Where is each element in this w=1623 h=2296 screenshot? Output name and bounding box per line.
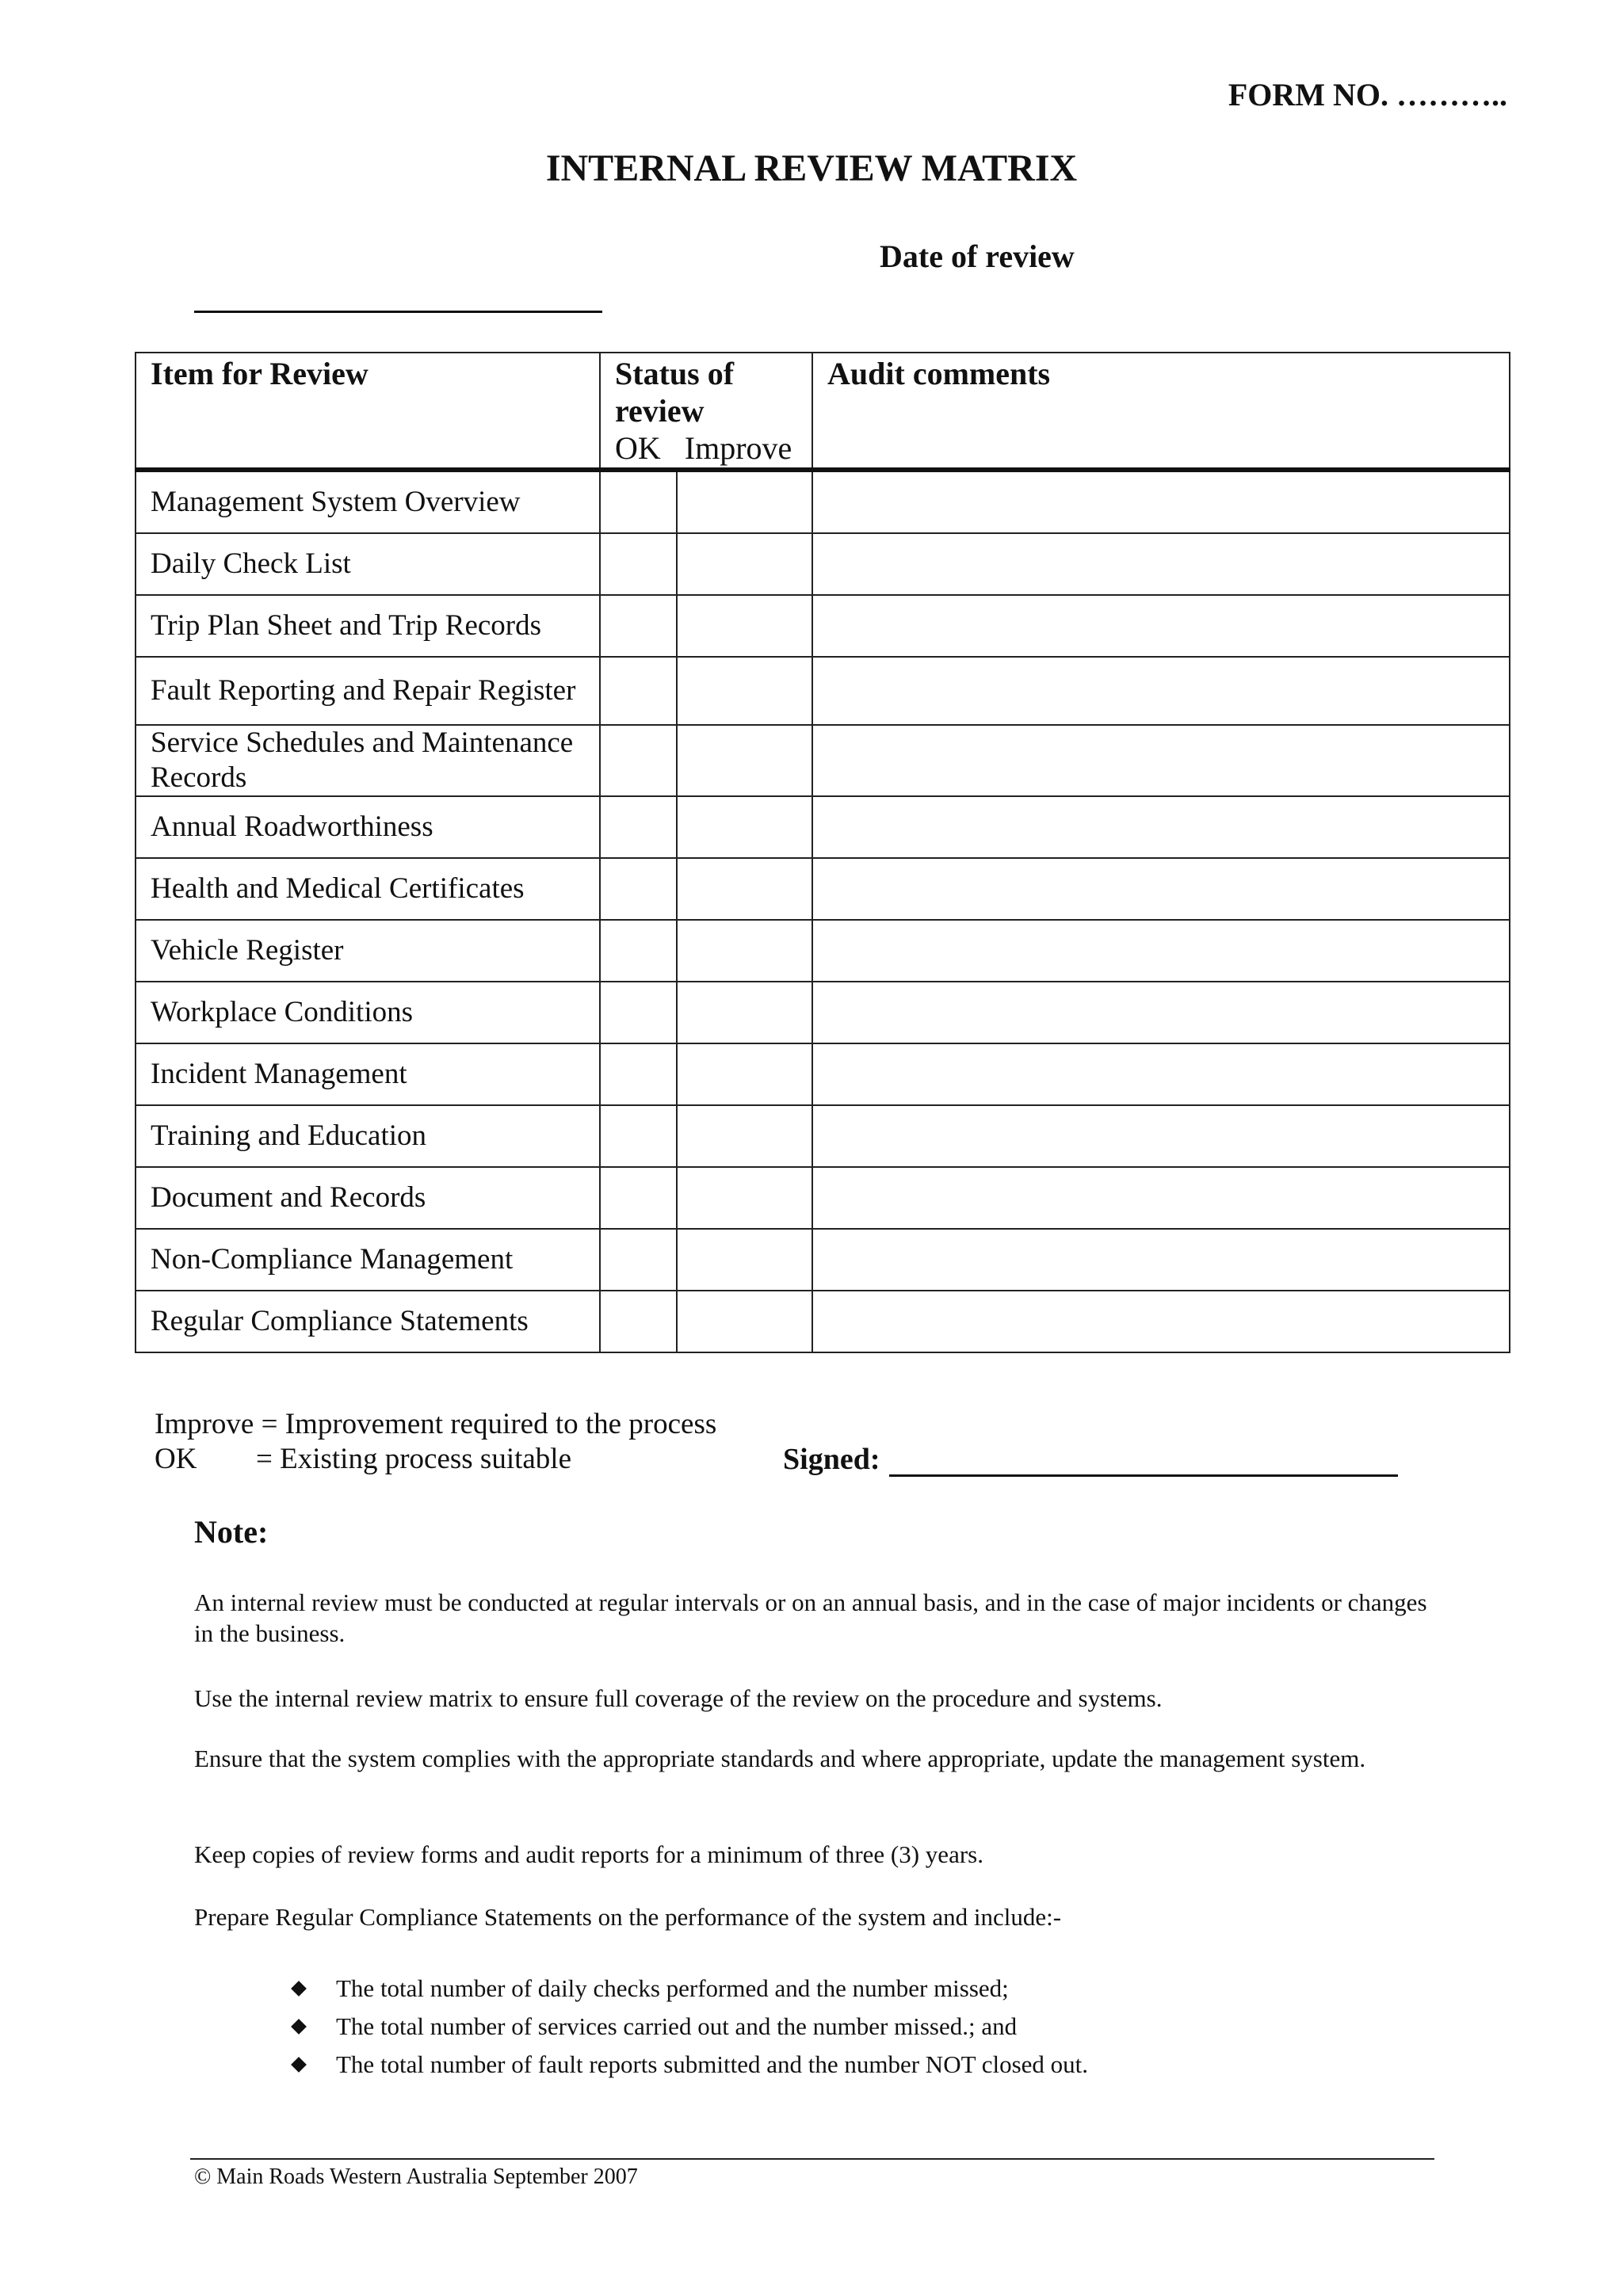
note-paragraph: Prepare Regular Compliance Statements on the performance of the system and include:- xyxy=(194,1903,1062,1931)
note-paragraph: Keep copies of review forms and audit reports for a minimum of three (3) years. xyxy=(194,1840,983,1868)
review-item-label: Non-Compliance Management xyxy=(136,1229,600,1291)
ok-checkbox-cell[interactable] xyxy=(600,1043,677,1105)
legend-improve-text: = Improvement required to the process xyxy=(261,1408,717,1440)
table-row xyxy=(136,1105,1510,1167)
table-row xyxy=(136,858,1510,920)
note-paragraph: An internal review must be conducted at regular intervals or on an annual basis, and in the case of major incidents or changes in the business. xyxy=(194,1589,1427,1647)
improve-checkbox-cell[interactable] xyxy=(677,1105,812,1167)
ok-checkbox-cell[interactable] xyxy=(600,982,677,1043)
note-heading: Note: xyxy=(194,1514,269,1550)
improve-checkbox-cell[interactable] xyxy=(677,858,812,920)
note-paragraph: Ensure that the system complies with the appropriate standards and where appropriate, update the management system. xyxy=(194,1745,1366,1772)
diamond-bullet-icon xyxy=(291,2019,307,2035)
date-of-review-field[interactable] xyxy=(194,311,602,313)
audit-comment-cell[interactable] xyxy=(812,725,1510,796)
improve-checkbox-cell[interactable] xyxy=(677,796,812,858)
header-status-label: Status of review xyxy=(615,356,735,429)
review-item-label: Workplace Conditions xyxy=(136,982,600,1043)
table-row xyxy=(136,1167,1510,1229)
improve-checkbox-cell[interactable] xyxy=(677,982,812,1043)
table-row xyxy=(136,470,1510,533)
signed-label: Signed: xyxy=(783,1443,880,1476)
audit-comment-cell[interactable] xyxy=(812,982,1510,1043)
bullet-item xyxy=(293,2008,1088,2046)
ok-checkbox-cell[interactable] xyxy=(600,657,677,725)
table-body xyxy=(136,470,1510,1352)
audit-comment-cell[interactable] xyxy=(812,1043,1510,1105)
audit-comment-cell[interactable] xyxy=(812,470,1510,533)
legend-improve xyxy=(155,1407,716,1441)
footer-divider xyxy=(190,2158,1434,2160)
audit-comment-cell[interactable] xyxy=(812,1229,1510,1291)
ok-checkbox-cell[interactable] xyxy=(600,595,677,657)
bullet-item xyxy=(293,1970,1088,2008)
ok-checkbox-cell[interactable] xyxy=(600,1291,677,1352)
header-status-options xyxy=(615,429,797,467)
audit-comment-cell[interactable] xyxy=(812,796,1510,858)
legend-ok xyxy=(155,1442,571,1476)
bullet-item xyxy=(293,2046,1088,2084)
header-status-ok: OK xyxy=(615,430,661,466)
table-row xyxy=(136,982,1510,1043)
table-row xyxy=(136,533,1510,595)
ok-checkbox-cell[interactable] xyxy=(600,796,677,858)
audit-comment-cell[interactable] xyxy=(812,1105,1510,1167)
header-item-for-review: Item for Review xyxy=(136,353,600,470)
ok-checkbox-cell[interactable] xyxy=(600,1167,677,1229)
ok-checkbox-cell[interactable] xyxy=(600,725,677,796)
audit-comment-cell[interactable] xyxy=(812,533,1510,595)
ok-checkbox-cell[interactable] xyxy=(600,920,677,982)
review-item-label: Regular Compliance Statements xyxy=(136,1291,600,1352)
audit-comment-cell[interactable] xyxy=(812,657,1510,725)
improve-checkbox-cell[interactable] xyxy=(677,1167,812,1229)
date-of-review-label: Date of review xyxy=(880,238,1075,274)
bullet-text: The total number of services carried out and the number missed.; and xyxy=(336,2012,1018,2040)
improve-checkbox-cell[interactable] xyxy=(677,533,812,595)
improve-checkbox-cell[interactable] xyxy=(677,470,812,533)
footer-copyright: © Main Roads Western Australia September 2007 xyxy=(194,2164,638,2189)
improve-checkbox-cell[interactable] xyxy=(677,920,812,982)
review-item-label: Management System Overview xyxy=(136,470,600,533)
page-title: INTERNAL REVIEW MATRIX xyxy=(545,147,1078,189)
bullet-text: The total number of daily checks performed and the number missed; xyxy=(336,1974,1009,2002)
audit-comment-cell[interactable] xyxy=(812,1291,1510,1352)
table-row xyxy=(136,1291,1510,1352)
improve-checkbox-cell[interactable] xyxy=(677,1043,812,1105)
ok-checkbox-cell[interactable] xyxy=(600,858,677,920)
table-row xyxy=(136,920,1510,982)
ok-checkbox-cell[interactable] xyxy=(600,1229,677,1291)
diamond-bullet-icon xyxy=(291,1981,307,1997)
review-item-label: Health and Medical Certificates xyxy=(136,858,600,920)
improve-checkbox-cell[interactable] xyxy=(677,1291,812,1352)
header-audit-comments: Audit comments xyxy=(812,353,1510,470)
form-number: FORM NO. ……….. xyxy=(1228,77,1507,113)
legend-ok-key: OK xyxy=(155,1443,197,1475)
signature-field[interactable] xyxy=(889,1443,1398,1477)
header-status-improve: Improve xyxy=(684,430,792,466)
review-item-label: Document and Records xyxy=(136,1167,600,1229)
ok-checkbox-cell[interactable] xyxy=(600,470,677,533)
review-item-label: Service Schedules and Maintenance Records xyxy=(136,725,600,796)
legend-ok-text: = Existing process suitable xyxy=(256,1443,572,1475)
table-row xyxy=(136,1043,1510,1105)
bullet-list xyxy=(293,1970,1088,2084)
audit-comment-cell[interactable] xyxy=(812,595,1510,657)
header-status-of-review xyxy=(600,353,812,470)
legend-improve-key: Improve xyxy=(155,1408,254,1440)
audit-comment-cell[interactable] xyxy=(812,858,1510,920)
table-header-row xyxy=(136,353,1510,470)
improve-checkbox-cell[interactable] xyxy=(677,595,812,657)
ok-checkbox-cell[interactable] xyxy=(600,1105,677,1167)
review-item-label: Trip Plan Sheet and Trip Records xyxy=(136,595,600,657)
table-row xyxy=(136,657,1510,725)
signed-section xyxy=(783,1442,1398,1477)
review-item-label: Annual Roadworthiness xyxy=(136,796,600,858)
improve-checkbox-cell[interactable] xyxy=(677,657,812,725)
ok-checkbox-cell[interactable] xyxy=(600,533,677,595)
bullet-text: The total number of fault reports submitted and the number NOT closed out. xyxy=(336,2050,1089,2078)
review-matrix-table xyxy=(135,352,1510,1353)
audit-comment-cell[interactable] xyxy=(812,920,1510,982)
improve-checkbox-cell[interactable] xyxy=(677,1229,812,1291)
table-row xyxy=(136,725,1510,796)
improve-checkbox-cell[interactable] xyxy=(677,725,812,796)
audit-comment-cell[interactable] xyxy=(812,1167,1510,1229)
review-item-label: Training and Education xyxy=(136,1105,600,1167)
table-row xyxy=(136,1229,1510,1291)
review-item-label: Fault Reporting and Repair Register xyxy=(136,657,600,725)
review-item-label: Daily Check List xyxy=(136,533,600,595)
review-item-label: Vehicle Register xyxy=(136,920,600,982)
table-row xyxy=(136,796,1510,858)
table-row xyxy=(136,595,1510,657)
note-paragraph: Use the internal review matrix to ensure full coverage of the review on the procedure and systems. xyxy=(194,1684,1163,1712)
review-item-label: Incident Management xyxy=(136,1043,600,1105)
diamond-bullet-icon xyxy=(291,2057,307,2073)
